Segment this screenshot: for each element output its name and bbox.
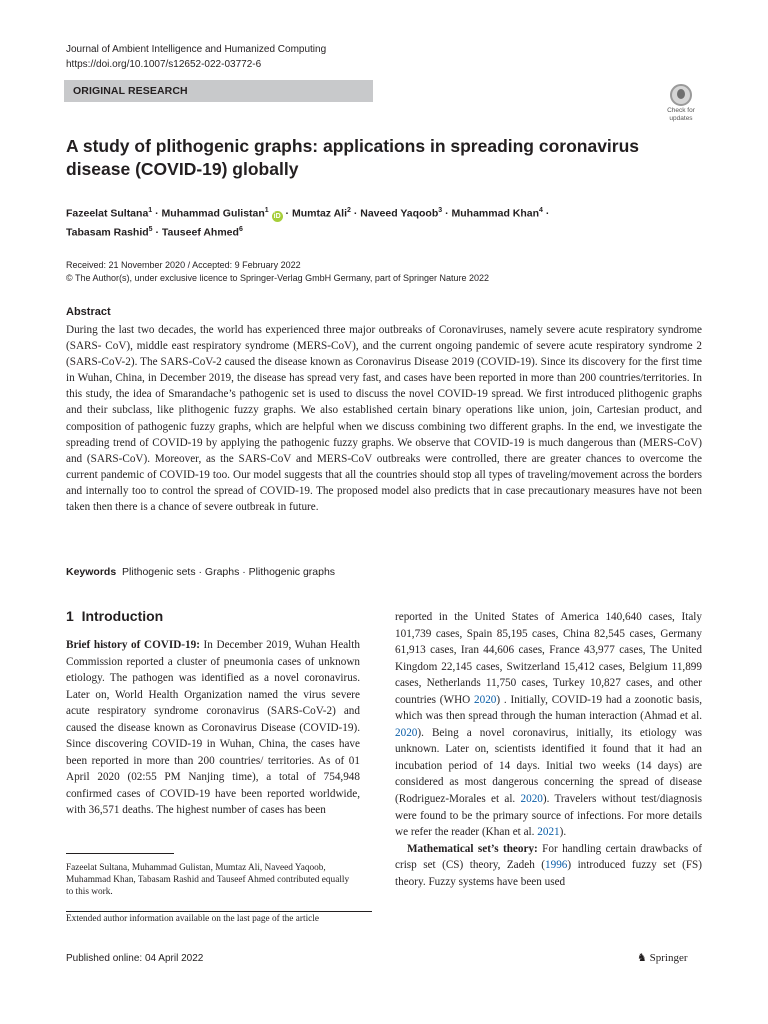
extended-author-info: Extended author information available on the last page of the article	[66, 914, 319, 924]
journal-header	[66, 42, 326, 72]
citation-link[interactable]: 2020	[395, 726, 418, 739]
abstract-heading: Abstract	[66, 306, 111, 318]
abstract-text: During the last two decades, the world has experienced three major outbreaks of Coronaviruses, namely severe acute respiratory syndrome (SARS- CoV), middle east respiratory syndrome (MERS-CoV), and the current ongoing pandemic of severe acute respiratory syndrome 2 (SARS-CoV-2). The SARS-CoV-2 caused the disease known as Coronavirus Disease 2019 (COVID-19). Since its discovery for the first time in Wuhan, China, in December 2019, the disease has spread very fast, and cases have been reported in more than 200 countries/territories. In this study, the idea of Smarandache’s pathogenic set is used to discuss the novel COVID-19 spread. We first introduced plithogenic graphs and their subclass, like plithogenic fuzzy graphs. We also established certain binary operations like union, join, Cartesian product, and composition of pathogenic fuzzy graphs, which are helpful when we discuss combining two different graphs. In the end, we investigate the spreading trend of COVID-19 by applying the pathogenic fuzzy graphs. We observe that COVID-19 is much dangerous than (MERS-CoV) and (SARS-CoV). Moreover, as the SARS-CoV and MERS-CoV outbreaks were controlled, there are greater chances to overcome the current pandemic of COVID-19 too. Our model suggests that all the countries should stop all types of traveling/movement across the borders and internally too to control the spread of COVID-19. The proposed model also predicts that in case precautionary measures have not been taken then there is a chance of severe outbreak in future.	[66, 324, 702, 514]
paragraph-text: ).	[559, 826, 567, 839]
paragraph-text: For handling certain drawbacks of crisp set (CS) theory, Zadeh (	[395, 842, 702, 872]
author-name[interactable]: Tauseef Ahmed	[161, 226, 239, 238]
author-name[interactable]: Tabasam Rashid	[66, 226, 149, 238]
section-heading	[66, 608, 163, 624]
contribution-footnote: Fazeelat Sultana, Muhammad Gulistan, Mumtaz Ali, Naveed Yaqoob, Muhammad Khan, Tabasam Rashid and Tauseef Ahmed contributed equally to this work.	[66, 863, 350, 898]
keywords-label: Keywords	[66, 566, 117, 578]
author-name[interactable]: Muhammad Gulistan	[161, 207, 265, 220]
badge-line-2: updates	[669, 115, 693, 122]
paragraph-text: ). Being a novel coronavirus, initially, its etiology was unknown. Later on, scientists identified it found that it had an incubation period of 14 days. Initial two weeks (14 days) are considered as most dangerous concerning the spread of disease (Rodriguez-Morales et al.	[395, 726, 702, 806]
author-affiliation: 1	[148, 207, 153, 214]
author-affiliation: 1	[264, 207, 269, 214]
paragraph-text: reported in the United States of America 140,640 cases, Italy 101,739 cases, Spain 85,195 cases, China 82,545 cases, Germany 61,913 cases, Iran 44,606 cases, France 43,977 cases, The United Kingdom 22,145 cases, Switzerland 15,412 cases, Belgium 11,899 cases, Netherlands 11,750 cases, Turkey 10,827 cases, and other countries (WHO	[395, 611, 702, 706]
right-column	[395, 609, 702, 890]
dates-block	[66, 259, 489, 284]
published-date: Published online: 04 April 2022	[66, 953, 204, 964]
received-accepted: Received: 21 November 2020 / Accepted: 9 February 2022	[66, 260, 301, 270]
copyright-line: © The Author(s), under exclusive licence to Springer-Verlag GmbH Germany, part of Springer Nature 2022	[66, 272, 489, 283]
publisher-name: Springer	[649, 952, 688, 964]
author-name[interactable]: Fazeelat Sultana	[66, 207, 149, 220]
journal-name: Journal of Ambient Intelligence and Humanized Computing	[66, 44, 327, 55]
citation-link[interactable]: 2020	[520, 793, 543, 806]
keywords-line	[66, 566, 335, 578]
check-updates-icon	[670, 84, 692, 106]
author-name[interactable]: Mumtaz Ali	[291, 207, 347, 220]
badge-line-1: Check for	[667, 107, 695, 114]
paragraph-text: ) introduced fuzzy set (FS) theory. Fuzzy systems have been used	[395, 859, 702, 888]
check-for-updates-badge[interactable]	[661, 84, 701, 124]
author-affiliation: 3	[438, 207, 443, 214]
extended-info-divider	[66, 911, 372, 912]
author-affiliation: 2	[347, 207, 351, 214]
article-title: A study of plithogenic graphs: applications in spreading coronavirus disease (COVID-19) globally	[66, 136, 640, 179]
footnote-divider	[66, 853, 174, 854]
left-column	[66, 637, 360, 819]
section-number: 1	[66, 608, 74, 624]
doi-link[interactable]: https://doi.org/10.1007/s12652-022-03772-6	[66, 59, 262, 70]
section-title: Introduction	[81, 608, 164, 624]
citation-link[interactable]: 2021	[537, 826, 560, 839]
publisher-logo	[637, 951, 688, 964]
author-name[interactable]: Muhammad Khan	[451, 207, 540, 220]
citation-link[interactable]: 2020	[474, 693, 497, 706]
citation-link[interactable]: 1996	[545, 859, 568, 872]
paragraph-text: ) . Initially, COVID-19 had a zoonotic basis, which was then spread through the human interaction (Ahmad et al.	[395, 693, 702, 723]
paragraph-text: ). Travelers without test/diagnosis were found to be the primary source of infections. For more details we refer the reader (Khan et al.	[395, 793, 702, 839]
author-affiliation: 5	[148, 225, 153, 233]
author-list: Fazeelat Sultana$^1$ · Muhammad Gulistan$^1$ iD · Mumtaz Ali$^2$ · Naveed Yaqoob$^3$ · Muhammad Khan$^4$ · Tabasam Rashid$^5$ · Tauseef Ahmed$^6$	[66, 207, 550, 238]
paragraph-heading: Brief history of COVID-19:	[66, 639, 200, 651]
author-name[interactable]: Naveed Yaqoob	[360, 207, 439, 220]
orcid-icon[interactable]: iD	[273, 212, 281, 220]
keywords-text: Plithogenic sets · Graphs · Plithogenic graphs	[122, 566, 336, 578]
author-affiliation: 6	[238, 225, 243, 233]
paragraph-heading: Mathematical set’s theory:	[407, 842, 538, 855]
article-type-banner: ORIGINAL RESEARCH	[64, 80, 373, 102]
author-affiliation: 4	[539, 207, 543, 214]
springer-horse-icon: ♞	[637, 952, 647, 964]
paragraph-text: In December 2019, Wuhan Health Commission reported a cluster of pneumonia cases of unknown etiology. The pathogen was identified as a novel coronavirus. Later on, World Health Organization named the virus severe acute respiratory syndrome coronavirus (SARS-CoV-2) and caused the disease known as Coronavirus Disease (COVID-19). Since discovering COVID-19 in Wuhan, China, the cases have been reported in more than 200 countries/ territories. As of 01 April 2020 (02:55 PM Nanjing time), a total of 754,948 confirmed cases of COVID-19 have been reported worldwide, with 36,571 deaths. The highest number of cases has been	[66, 639, 360, 817]
